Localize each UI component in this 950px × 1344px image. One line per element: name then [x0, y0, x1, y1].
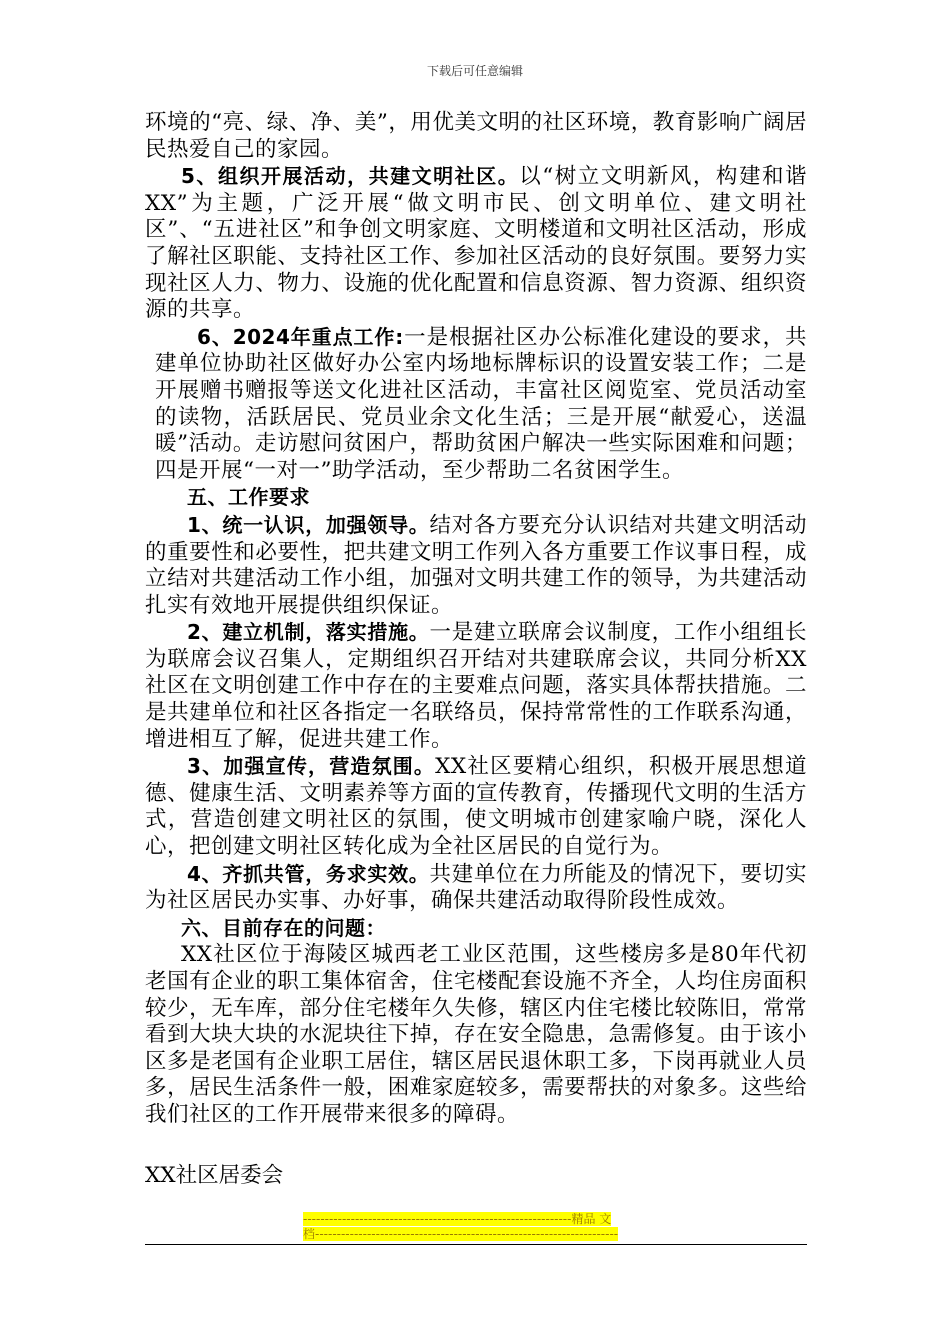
footer-watermark — [303, 1212, 648, 1242]
signature-line: XX社区居委会 — [145, 1163, 284, 1188]
paragraph-mechanism — [145, 619, 807, 753]
paragraph-heading: 3、加强宣传，营造氛围。 — [187, 754, 436, 779]
section-heading-problems: 六、目前存在的问题： — [181, 915, 386, 940]
paragraph-activities — [145, 163, 807, 324]
paragraph-publicity — [145, 753, 807, 860]
paragraph-heading: 1、统一认识，加强领导。 — [187, 512, 430, 537]
paragraph-environment: 环境的“亮、绿、净、美”，用优美文明的社区环境，教育影响广阔居民热爱自己的家园。 — [145, 110, 807, 162]
paragraph-key-work — [145, 324, 807, 485]
paragraph-text: 共建单位在力所能及的情况下，要切实为社区居民办实事、办好事，确保共建活动取得阶段性成效。 — [145, 861, 807, 914]
section-heading-requirements: 五、工作要求 — [187, 485, 310, 510]
paragraph-text: 一是建立联席会议制度，工作小组组长为联席会议召集人，定期组织召开结对共建联席会议，共同分析XX社区在文明创建工作中存在的主要难点问题，落实具体帮扶措施。二是共建单位和社区各指定一名联络员，保持常常性的工作联系沟通，增进相互了解，促进共建工作。 — [145, 620, 807, 752]
paragraph-text: 一是根据社区办公标准化建设的要求，共建单位协助社区做好办公室内场地标牌标识的设置安装工作；二是开展赠书赠报等送文化进社区活动，丰富社区阅览室、党员活动室的读物，活跃居民、党员业余文化生活；三是开展“献爱心，送温暖”活动。走访慰问贫困户，帮助贫困户解决一些实际困难和问题；四是开展“一对一”助学活动，至少帮助二名贫困学生。 — [155, 324, 807, 483]
page-header: 下载后可任意编辑 — [426, 64, 523, 78]
paragraph-results — [145, 861, 807, 915]
footer-divider — [145, 1244, 807, 1245]
paragraph-text: XX社区要精心组织，积极开展思想道德、健康生活、文明素养等方面的宣传教育，传播现代文明的生活方式，营造创建文明社区的氛围，使文明城市创建家喻户晓，深化人心，把创建文明社区转化成为全社区居民的自觉行为。 — [145, 754, 807, 860]
paragraph-heading: 5、组织开展活动，共建文明社区。 — [181, 164, 520, 189]
paragraph-leadership — [145, 512, 807, 619]
paragraph-heading: 6、2024年重点工作: — [197, 324, 404, 349]
footer-line-1: --------------------------------------------------------------精品 文 — [303, 1212, 612, 1226]
paragraph-heading: 2、建立机制，落实措施。 — [187, 620, 430, 645]
document-body — [145, 110, 807, 1129]
paragraph-text: 结对各方要充分认识结对共建文明活动的重要性和必要性，把共建文明工作列入各方重要工作议事日程，成立结对共建活动工作小组，加强对文明共建工作的领导，为共建活动扎实有效地开展提供组织保证。 — [145, 512, 807, 618]
paragraph-problems: XX社区位于海陵区城西老工业区范围，这些楼房多是80年代初老国有企业的职工集体宿舍，住宅楼配套设施不齐全，人均住房面积较少，无车库，部分住宅楼年久失修，辖区内住宅楼比较陈旧，常常看到大块大块的水泥块往下掉，存在安全隐患，急需修复。由于该小区多是老国有企业职工居住，辖区居民退休职工多，下岗再就业人员多，居民生活条件一般，困难家庭较多，需要帮扶的对象多。这些给我们社区的工作开展带来很多的障碍。 — [145, 942, 807, 1127]
paragraph-heading: 4、齐抓共管，务求实效。 — [187, 861, 430, 886]
footer-line-2: 档---------------------------------------------------------------------- — [303, 1227, 619, 1241]
paragraph-text: 以“树立文明新风，构建和谐XX”为主题，广泛开展“做文明市民、创文明单位、建文明社区”、“五进社区”和争创文明家庭、文明楼道和文明社区活动，形成了解社区职能、支持社区工作、参加社区活动的良好氛围。要努力实现社区人力、物力、设施的优化配置和信息资源、智力资源、组织资源的共享。 — [145, 164, 807, 323]
